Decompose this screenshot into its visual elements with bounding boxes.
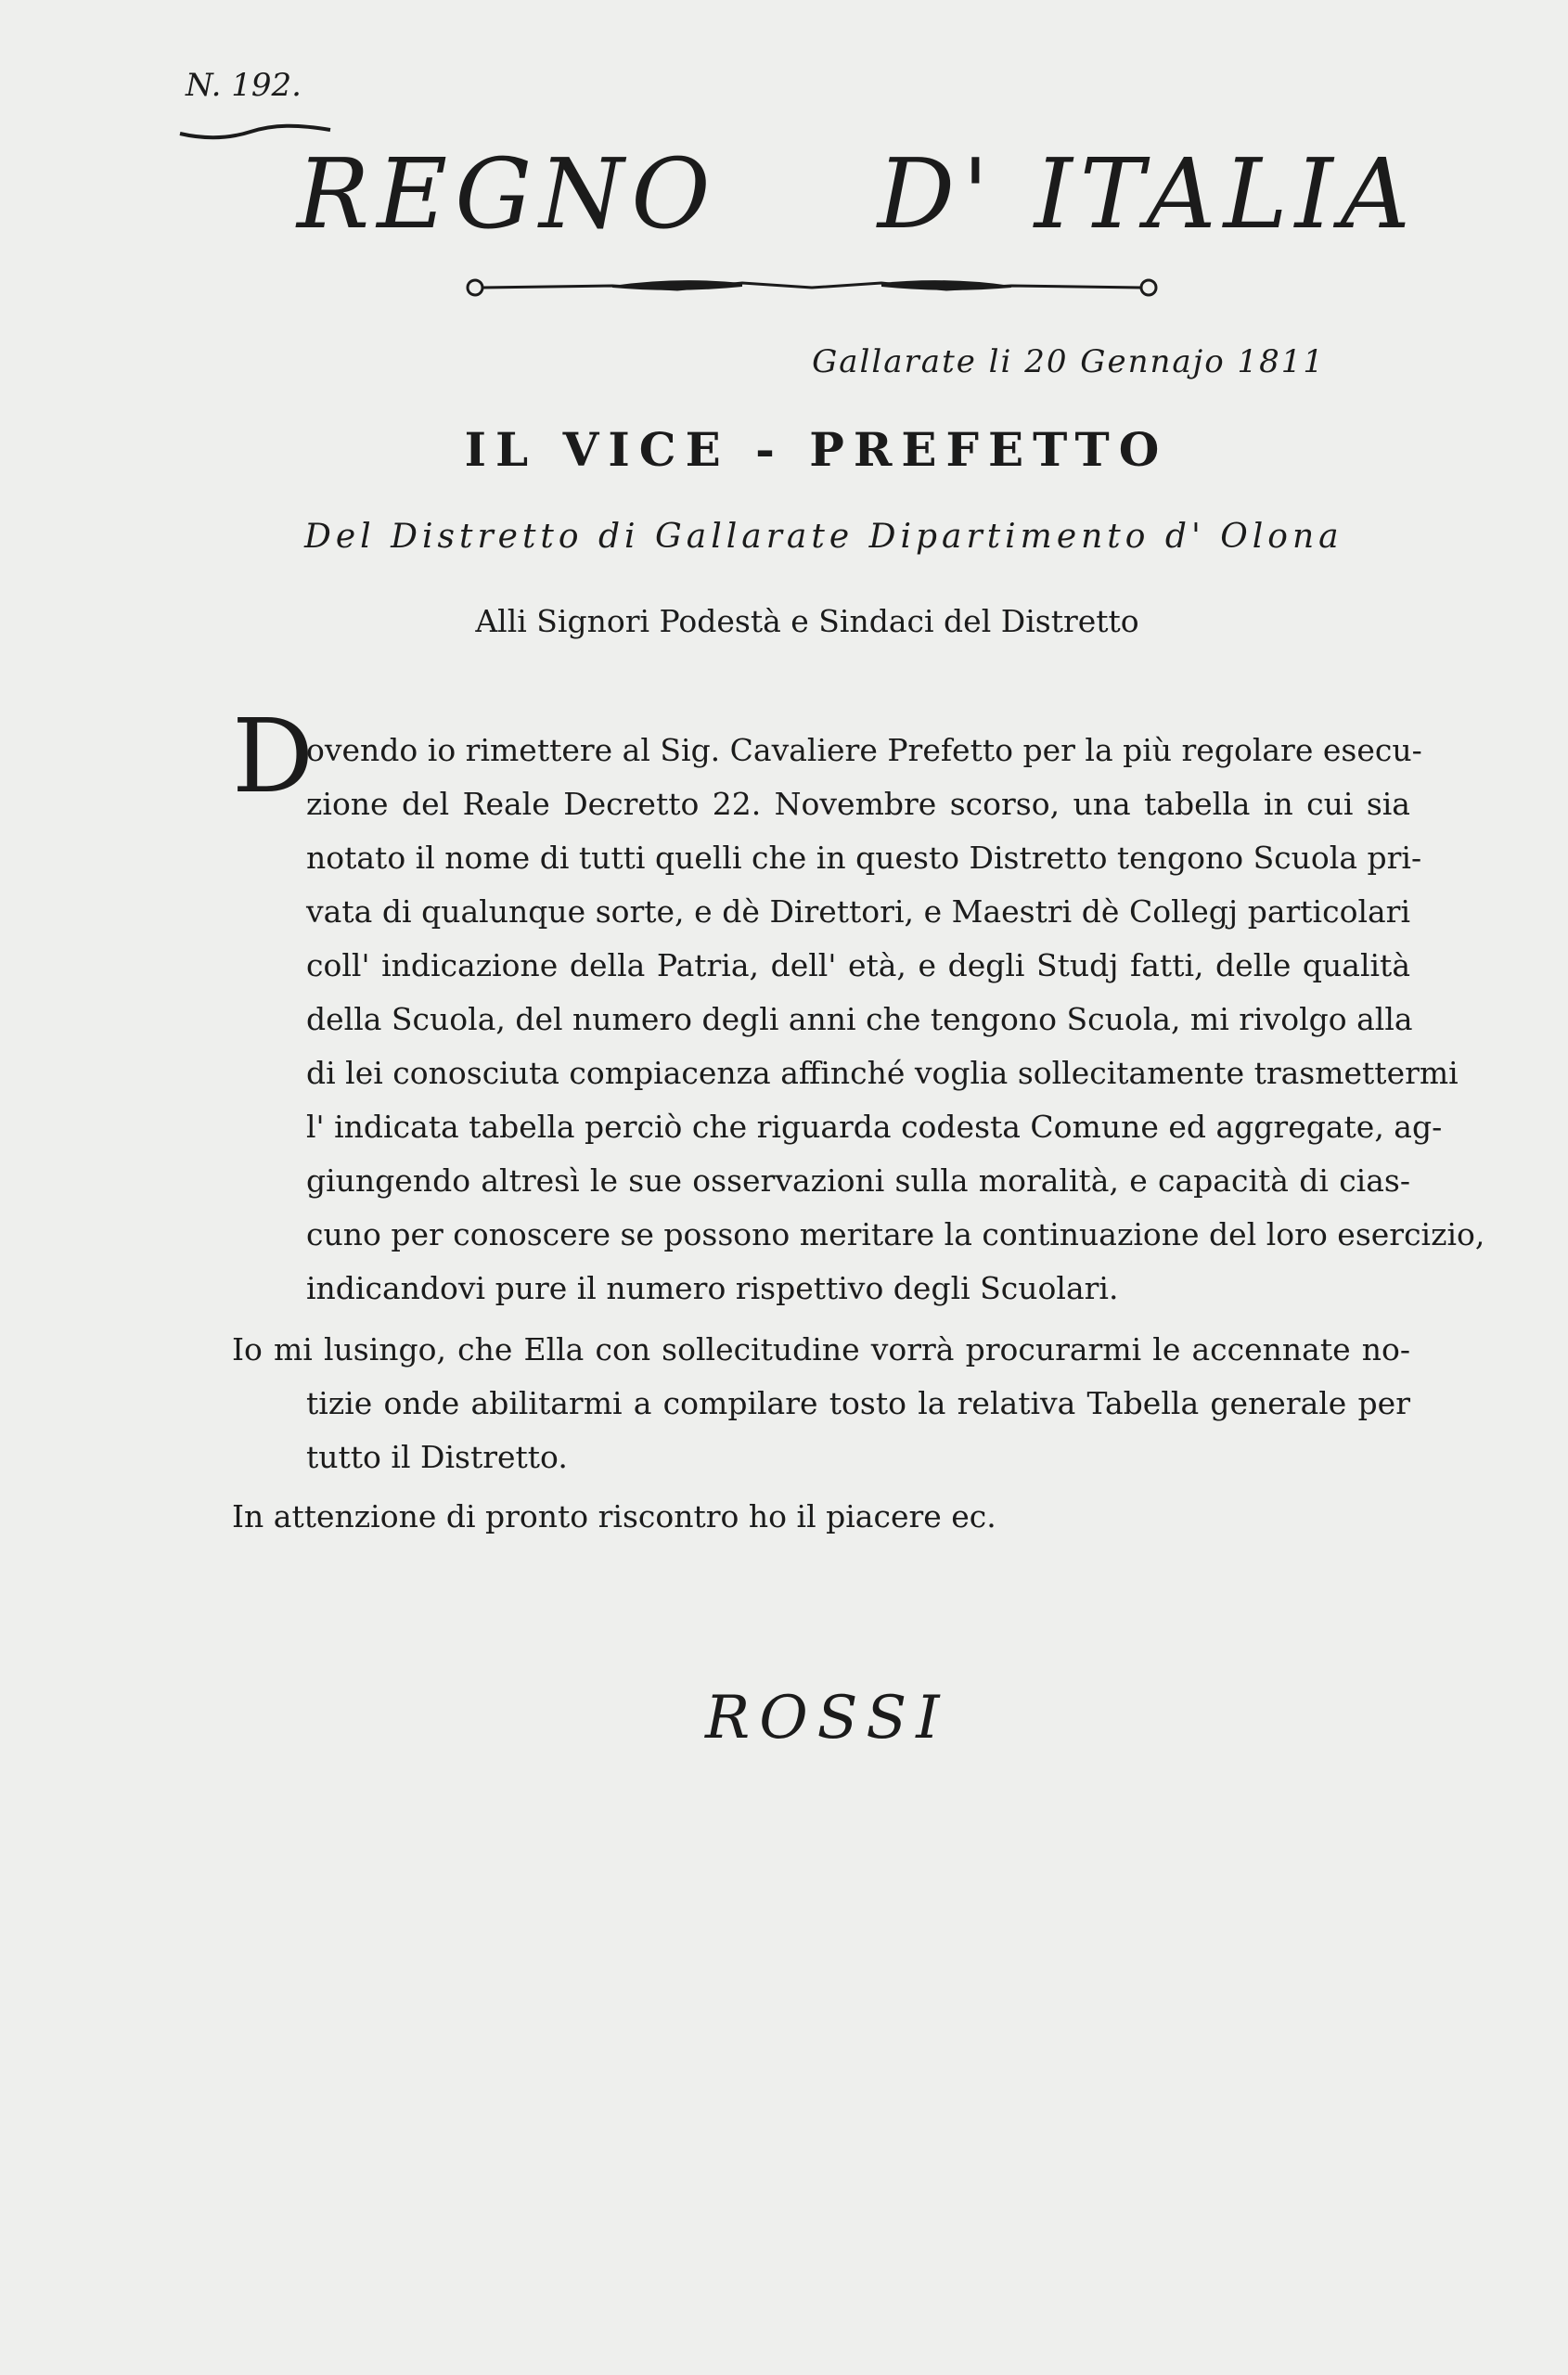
letter-body [232, 697, 1485, 1544]
paragraph-1-line: di lei conosciuta compiacenza affinché voglia sollecitamente trasmettermi [306, 1055, 1459, 1091]
office-heading: IL VICE - PREFETTO [464, 422, 1169, 477]
drop-cap: D [232, 697, 315, 815]
paragraph-1-line: indicandovi pure il numero rispettivo degli Scuolari. [306, 1270, 1119, 1306]
document-number: N. 192. [186, 67, 302, 104]
paragraph-2-line: Io mi lusingo, che Ella con sollecitudine vorrà procurarmi le accennate no- [232, 1331, 1410, 1367]
page-title [297, 137, 1418, 250]
paragraph-1-line: zione del Reale Decretto 22. Novembre scorso, una tabella in cui sia [306, 786, 1410, 822]
signature: ROSSI [705, 1684, 949, 1752]
addressee-line: Alli Signori Podestà e Sindaci del Distretto [475, 603, 1139, 639]
paragraph-2-line: tizie onde abilitarmi a compilare tosto la relativa Tabella generale per [306, 1385, 1410, 1421]
date-line: Gallarate li 20 Gennajo 1811 [812, 343, 1325, 380]
title-word-1: REGNO [297, 137, 718, 250]
paragraph-1 [232, 697, 1485, 1316]
paragraph-2 [232, 1323, 1410, 1484]
closing-line: In attenzione di pronto riscontro ho il piacere ec. [232, 1498, 996, 1534]
title-word-2: D' ITALIA [877, 137, 1418, 250]
paragraph-1-line: giungendo altresì le sue osservazioni sulla moralità, e capacità di cias- [306, 1162, 1410, 1199]
paragraph-2-line: tutto il Distretto. [306, 1439, 568, 1475]
paragraph-1-line: cuno per conoscere se possono meritare la continuazione del loro esercizio, [306, 1216, 1485, 1252]
paragraph-1-line: vata di qualunque sorte, e dè Direttori, e Maestri dè Collegj particolari [306, 893, 1410, 930]
district-line: Del Distretto di Gallarate Dipartimento d' Olona [304, 518, 1343, 556]
paragraph-1-line: l' indicata tabella perciò che riguarda codesta Comune ed aggregate, ag- [306, 1109, 1443, 1145]
paragraph-1-line: della Scuola, del numero degli anni che tengono Scuola, mi rivolgo alla [306, 1001, 1413, 1037]
paragraph-1-line: coll' indicazione della Patria, dell' età, e degli Studj fatti, delle qualità [306, 947, 1410, 983]
paragraph-1-line: ovendo io rimettere al Sig. Cavaliere Prefetto per la più regolare esecu- [306, 732, 1422, 768]
paragraph-1-line: notato il nome di tutti quelli che in questo Distretto tengono Scuola pri- [306, 840, 1422, 876]
title-rule-ornament [464, 275, 1160, 302]
